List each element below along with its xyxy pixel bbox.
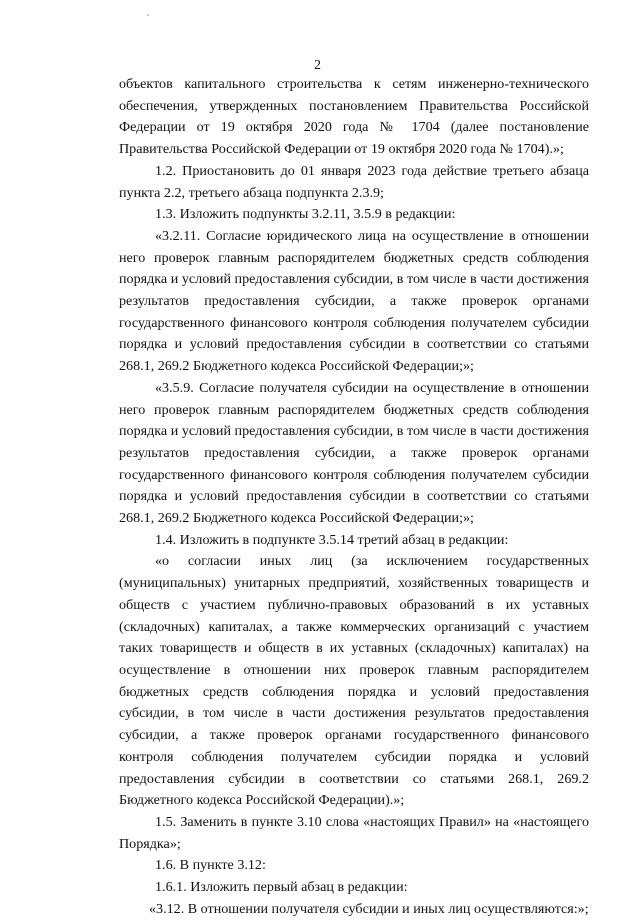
page-number: 2 xyxy=(314,58,321,73)
paragraph-1-6-1: 1.6.1. Изложить первый абзац в редакции: xyxy=(155,879,408,896)
paragraph-1-2: 1.2. Приостановить до 01 января 2023 года действие третьего абзаца пункта 2.2, третьего абзаца подпункта 2.3.9; xyxy=(119,162,589,201)
paragraph-3-5-9: «3.5.9. Согласие получателя субсидии на осуществление в отношении него проверок главным распорядителем бюджетных средств соблюдения порядка и условий предоставления субсидии, в том числе в части достижения результатов предоставления субсидии, а также проверок органами государственного финансового контроля соблюдения получателем субсидии порядка и условий предоставления субсидии в соответствии со статьями 268.1, 269.2 Бюджетного кодекса Российской Федерации;»; xyxy=(119,379,589,527)
document-body xyxy=(119,74,589,920)
scan-speck xyxy=(147,14,149,16)
paragraph-1-6: 1.6. В пункте 3.12: xyxy=(155,857,266,874)
paragraph-3-2-11: «3.2.11. Согласие юридического лица на осуществление в отношении него проверок главным распорядителем бюджетных средств соблюдения порядка и условий предоставления субсидии, в том числе в части достижения результатов предоставления субсидии, а также проверок органами государственного финансового контроля соблюдения получателем субсидии порядка и условий предоставления субсидии в соответствии со статьями 268.1, 269.2 Бюджетного кодекса Российской Федерации;»; xyxy=(119,227,589,375)
paragraph-1-3: 1.3. Изложить подпункты 3.2.11, 3.5.9 в редакции: xyxy=(155,206,456,223)
paragraph-1-4: 1.4. Изложить в подпункте 3.5.14 третий абзац в редакции: xyxy=(155,531,509,548)
paragraph-consent-others: «о согласии иных лиц (за исключением государственных (муниципальных) унитарных предприятий, хозяйственных товариществ и обществ с участием публично-правовых образований в их уставных (складочных) капиталах, а также коммерческих организаций с участием таких товариществ и обществ в их уставных (складочных) капиталах) на осуществление в отношении них проверок главным распорядителем бюджетных средств соблюдения порядка и условий предоставления субсидии, в том числе в части достижения результатов предоставления субсидии, а также проверок органами государственного финансового контроля соблюдения получателем субсидии порядка и условий предоставления субсидии в соответствии со статьями 268.1, 269.2 Бюджетного кодекса Российской Федерации).»; xyxy=(119,553,589,809)
paragraph-1-5: 1.5. Заменить в пункте 3.10 слова «настоящих Правил» на «настоящего Порядка»; xyxy=(119,813,589,852)
paragraph-3-12: «3.12. В отношении получателя субсидии и иных лиц осуществляются:»; xyxy=(149,900,589,917)
paragraph-continuation: объектов капитального строительства к сетям инженерно-технического обеспечения, утвержденных постановлением Правительства Российской Федерации от 19 октября 2020 года № 1704 (далее постановление Правительства Российской Федерации от 19 октября 2020 года № 1704).»; xyxy=(119,76,589,158)
